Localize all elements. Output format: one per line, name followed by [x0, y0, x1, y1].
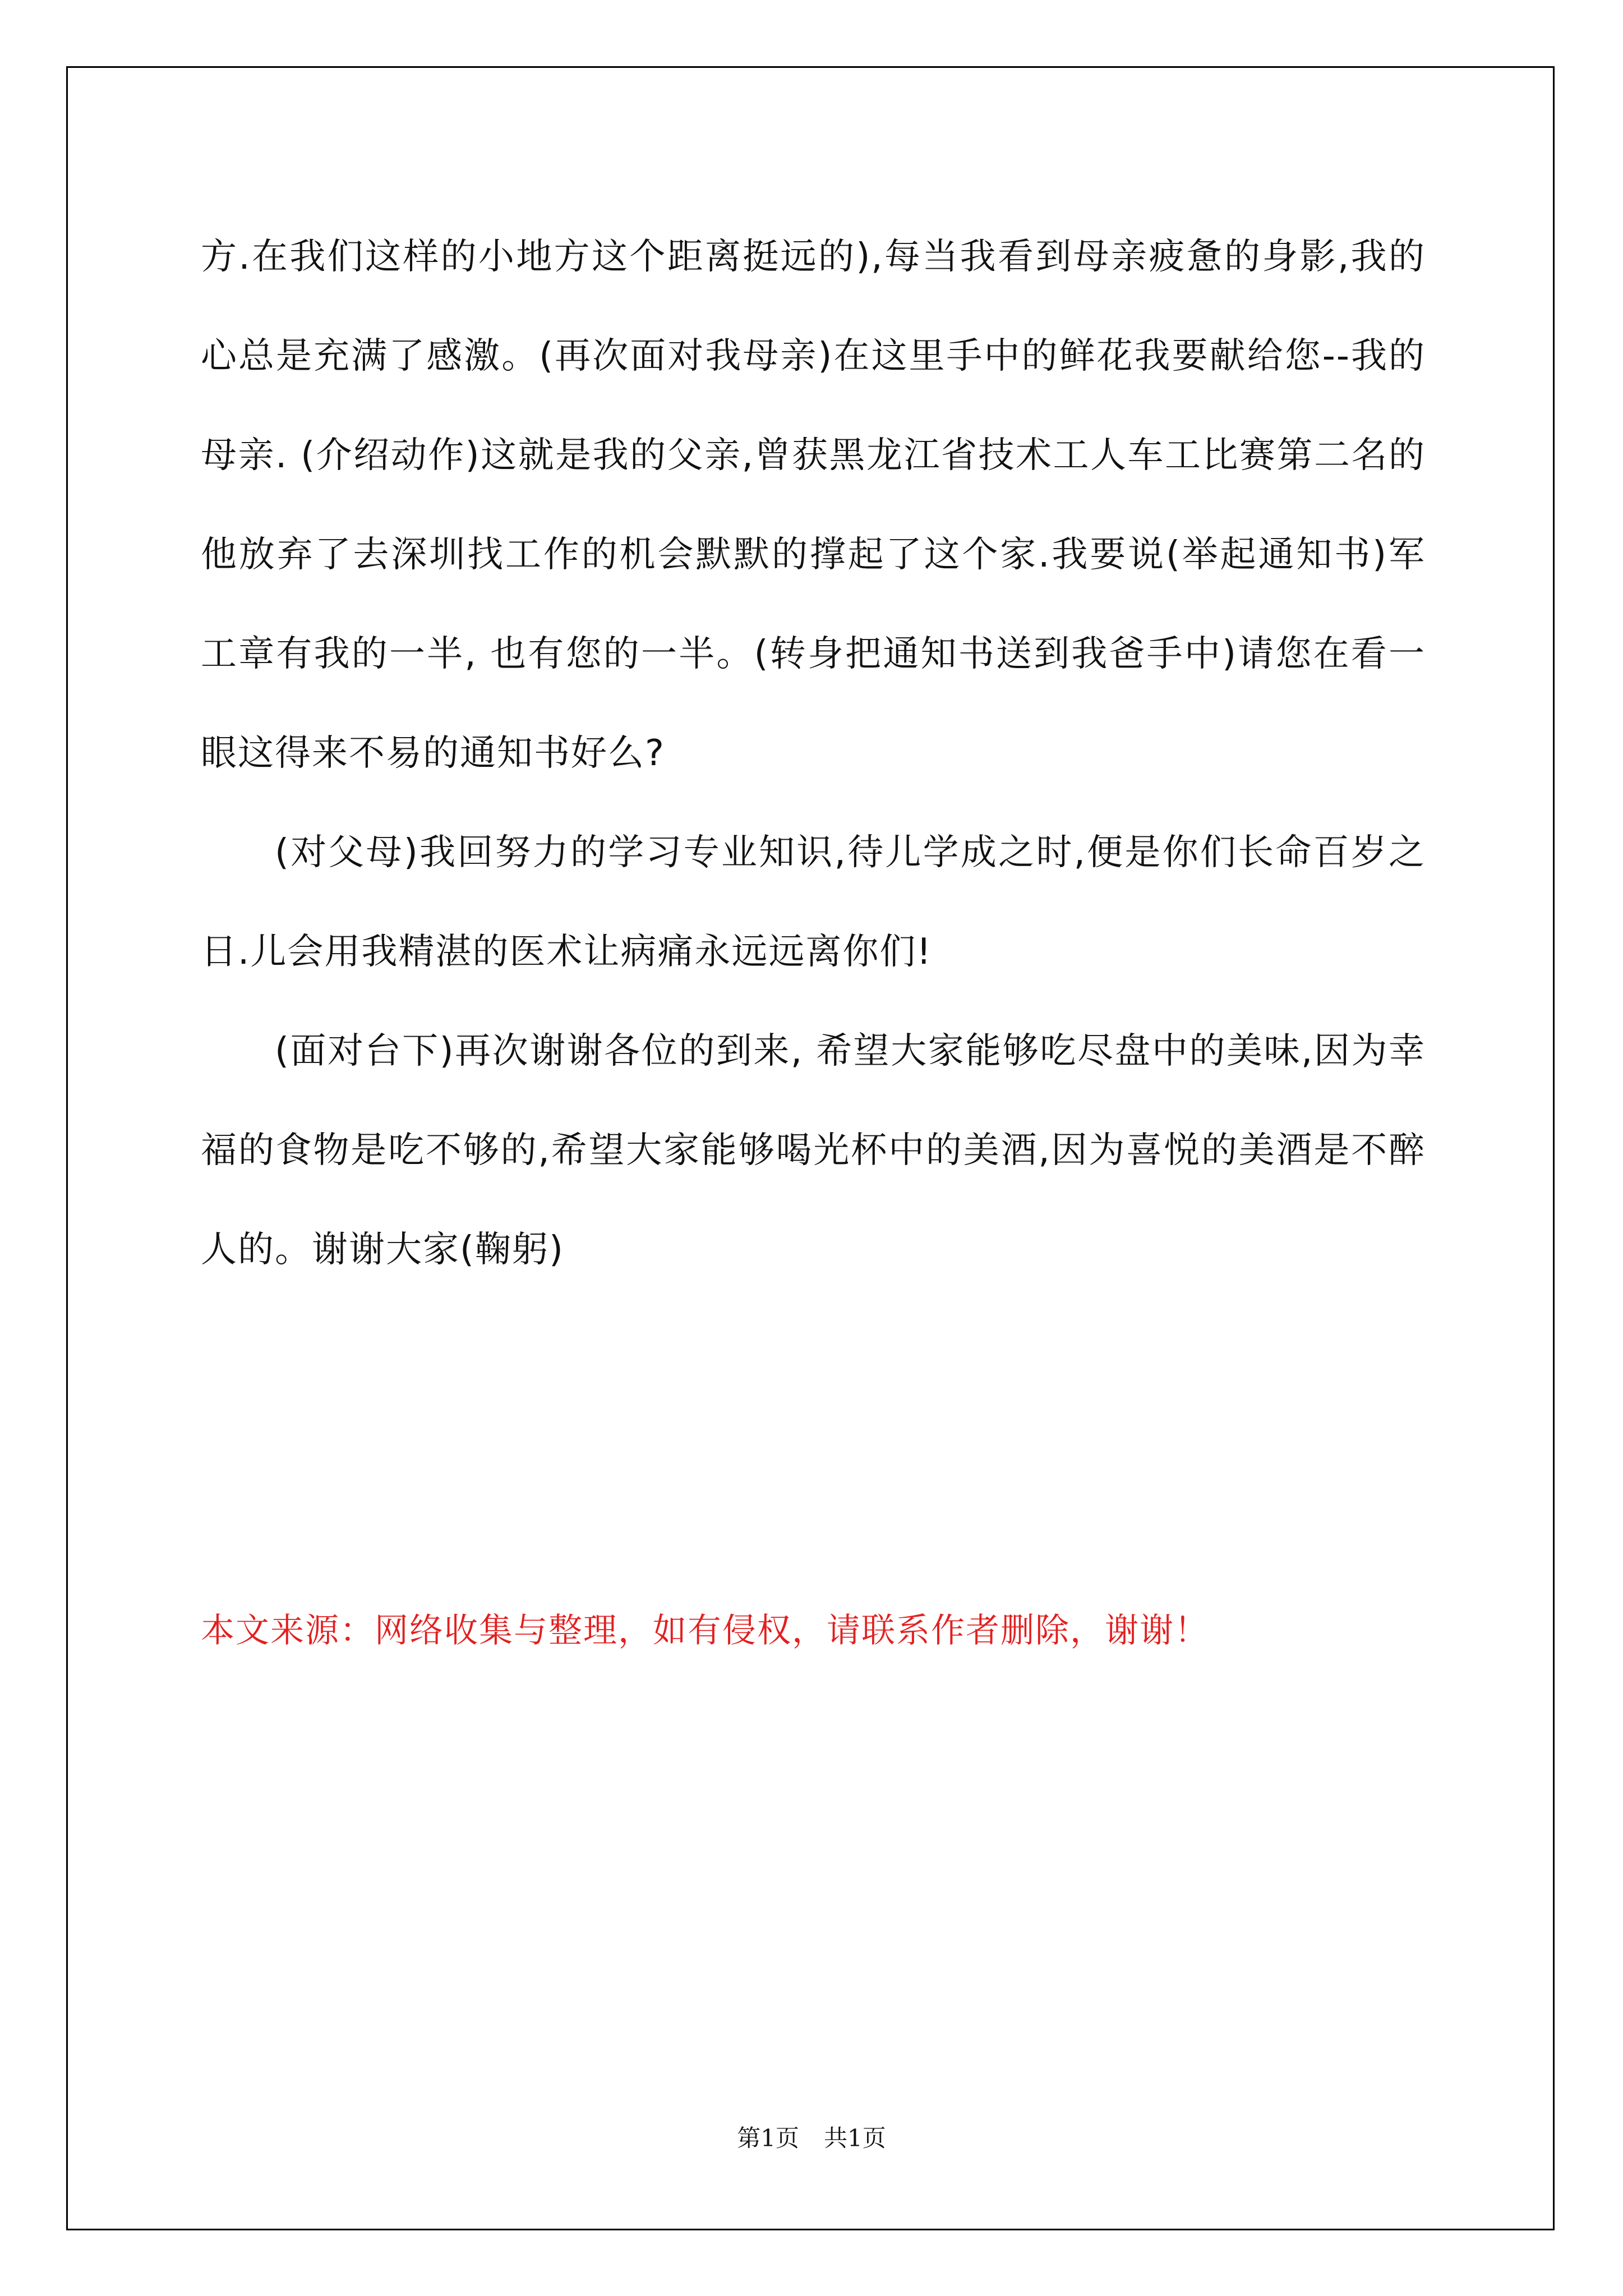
paragraph-1: 方.在我们这样的小地方这个距离挺远的),每当我看到母亲疲惫的身影,我的心总是充满了感激。(再次面对我母亲)在这里手中的鲜花我要献给您--我的母亲. (介绍动作)这就是我的父亲,曾获黑龙江省技术工人车工比赛第二名的他放弃了去深圳找工作的机会默默的撑起了这个家.我要说(举起通知书)军工章有我的一半, 也有您的一半。(转身把通知书送到我爸手中)请您在看一眼这得来不易的通知书好么?	[201, 236, 1426, 774]
source-note: 本文来源：网络收集与整理，如有侵权，请联系作者删除，谢谢！	[201, 1611, 1209, 1650]
document-body	[201, 208, 1426, 1300]
page-total: 共1页	[824, 2124, 886, 2152]
paragraph-2: (对父母)我回努力的学习专业知识,待儿学成之时,便是你们长命百岁之日.儿会用我精湛的医术让病痛永远远离你们!	[201, 832, 1426, 973]
page-footer	[0, 2122, 1623, 2155]
paragraph-3: (面对台下)再次谢谢各位的到来, 希望大家能够吃尽盘中的美味,因为幸福的食物是吃不够的,希望大家能够喝光杯中的美酒,因为喜悦的美酒是不醉人的。谢谢大家(鞠躬)	[201, 1030, 1426, 1271]
page-number: 第1页	[737, 2124, 799, 2152]
